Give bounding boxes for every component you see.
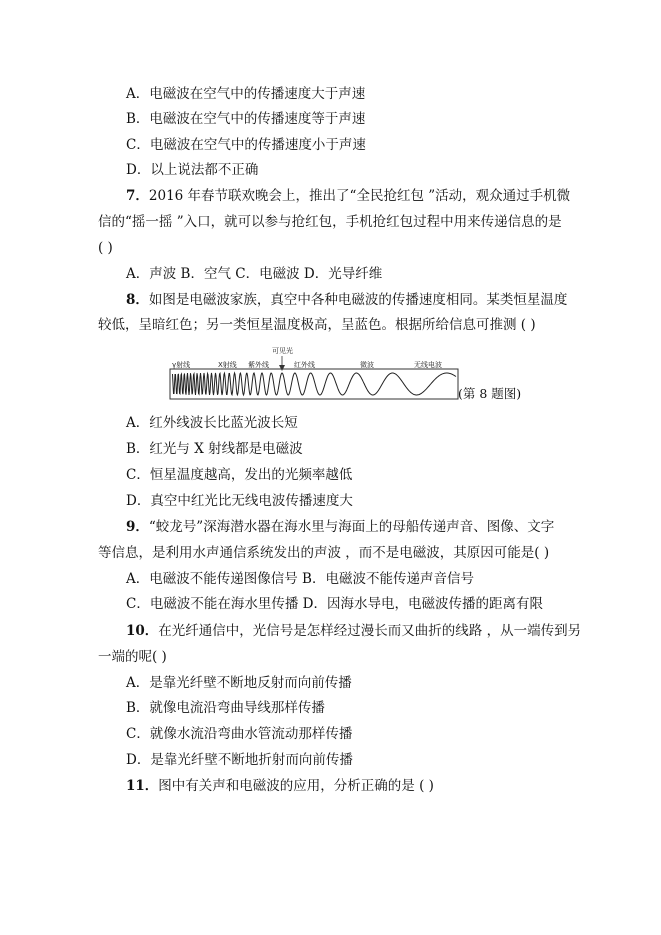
q9-text-1: “蛟龙号”深海潜水器在海水里与海面上的母船传递声音、图像、文字: [148, 519, 555, 535]
q9-stem-line1: [126, 517, 554, 537]
q7-text-1: 2016 年春节联欢晚会上，推出了“全民抢红包 ”活动，观众通过手机微: [148, 188, 571, 204]
label-radio: 无线电波: [414, 361, 442, 369]
q7-stem-line2: 信的“摇一摇 ”入口，就可以参与抢红包，手机抢红包过程中用来传递信息的是: [98, 214, 562, 230]
q9-options-cd: C．电磁波不能在海水里传播 D．因海水导电，电磁波传播的距离有限: [126, 596, 543, 612]
visible-arrow-head: [279, 365, 285, 371]
q8-stem-line1: [126, 290, 567, 310]
q8-text-1: 如图是电磁波家族，真空中各种电磁波的传播速度相同。某类恒星温度: [148, 292, 568, 308]
q9-options-ab: A．电磁波不能传递图像信号 B．电磁波不能传递声音信号: [126, 571, 474, 587]
q6-option-a: A．电磁波在空气中的传播速度大于声速: [126, 86, 366, 102]
q6-option-c: C．电磁波在空气中的传播速度小于声速: [126, 137, 366, 153]
q10-option-c: C．就像水流沿弯曲水管流动那样传播: [126, 726, 353, 742]
label-visible: 可见光: [272, 347, 293, 355]
q8-option-d: D．真空中红光比无线电波传播速度大: [126, 493, 353, 509]
q8-stem-line2: 较低，呈暗红色；另一类恒星温度极高，呈蓝色。根据所给信息可推测 ( ): [98, 317, 536, 333]
em-spectrum-figure: [168, 345, 460, 401]
label-microwave: 微波: [360, 361, 374, 369]
q10-text-1: 在光纤通信中，光信号是怎样经过漫长而又曲折的线路 ，从一端传到另: [158, 623, 582, 639]
q8-option-b: B．红光与 X 射线都是电磁波: [126, 441, 303, 457]
q9-stem-line2: 等信息，是利用水声通信系统发出的声波 ，而不是电磁波，其原因可能是( ): [98, 545, 550, 561]
q7-stem-line1: [126, 186, 570, 206]
q7-number: 7．: [126, 188, 149, 204]
q10-number: 10．: [126, 623, 159, 639]
q7-answer-blank: ( ): [98, 240, 113, 256]
q11-stem-line1: [126, 776, 434, 796]
q10-stem-line2: 一端的呢( ): [98, 649, 167, 665]
q10-option-d: D．是靠光纤壁不断地折射而向前传播: [126, 752, 353, 768]
q8-option-a: A．红外线波长比蓝光波长短: [126, 415, 298, 431]
q11-number: 11．: [126, 778, 159, 794]
q6-option-d: D．以上说法都不正确: [126, 162, 259, 178]
label-uv: 紫外线: [248, 361, 269, 369]
q8-number: 8．: [126, 292, 149, 308]
spectrum-wave: [172, 373, 456, 395]
q10-stem-line1: [126, 621, 581, 641]
q10-option-b: B．就像电流沿弯曲导线那样传播: [126, 700, 325, 716]
q9-number: 9．: [126, 519, 149, 535]
q10-option-a: A．是靠光纤壁不断地反射而向前传播: [126, 675, 352, 691]
label-infrared: 红外线: [294, 361, 315, 369]
figure-caption: (第 8 题图): [458, 386, 522, 401]
q7-options: A．声波 B．空气 C．电磁波 D．光导纤维: [126, 266, 383, 282]
label-xray: X射线: [218, 361, 237, 369]
q6-option-b: B．电磁波在空气中的传播速度等于声速: [126, 111, 366, 127]
q8-option-c: C．恒星温度越高，发出的光频率越低: [126, 467, 353, 483]
q11-text-1: 图中有关声和电磁波的应用，分析正确的是 ( ): [158, 778, 434, 794]
label-gamma: γ射线: [172, 361, 191, 369]
